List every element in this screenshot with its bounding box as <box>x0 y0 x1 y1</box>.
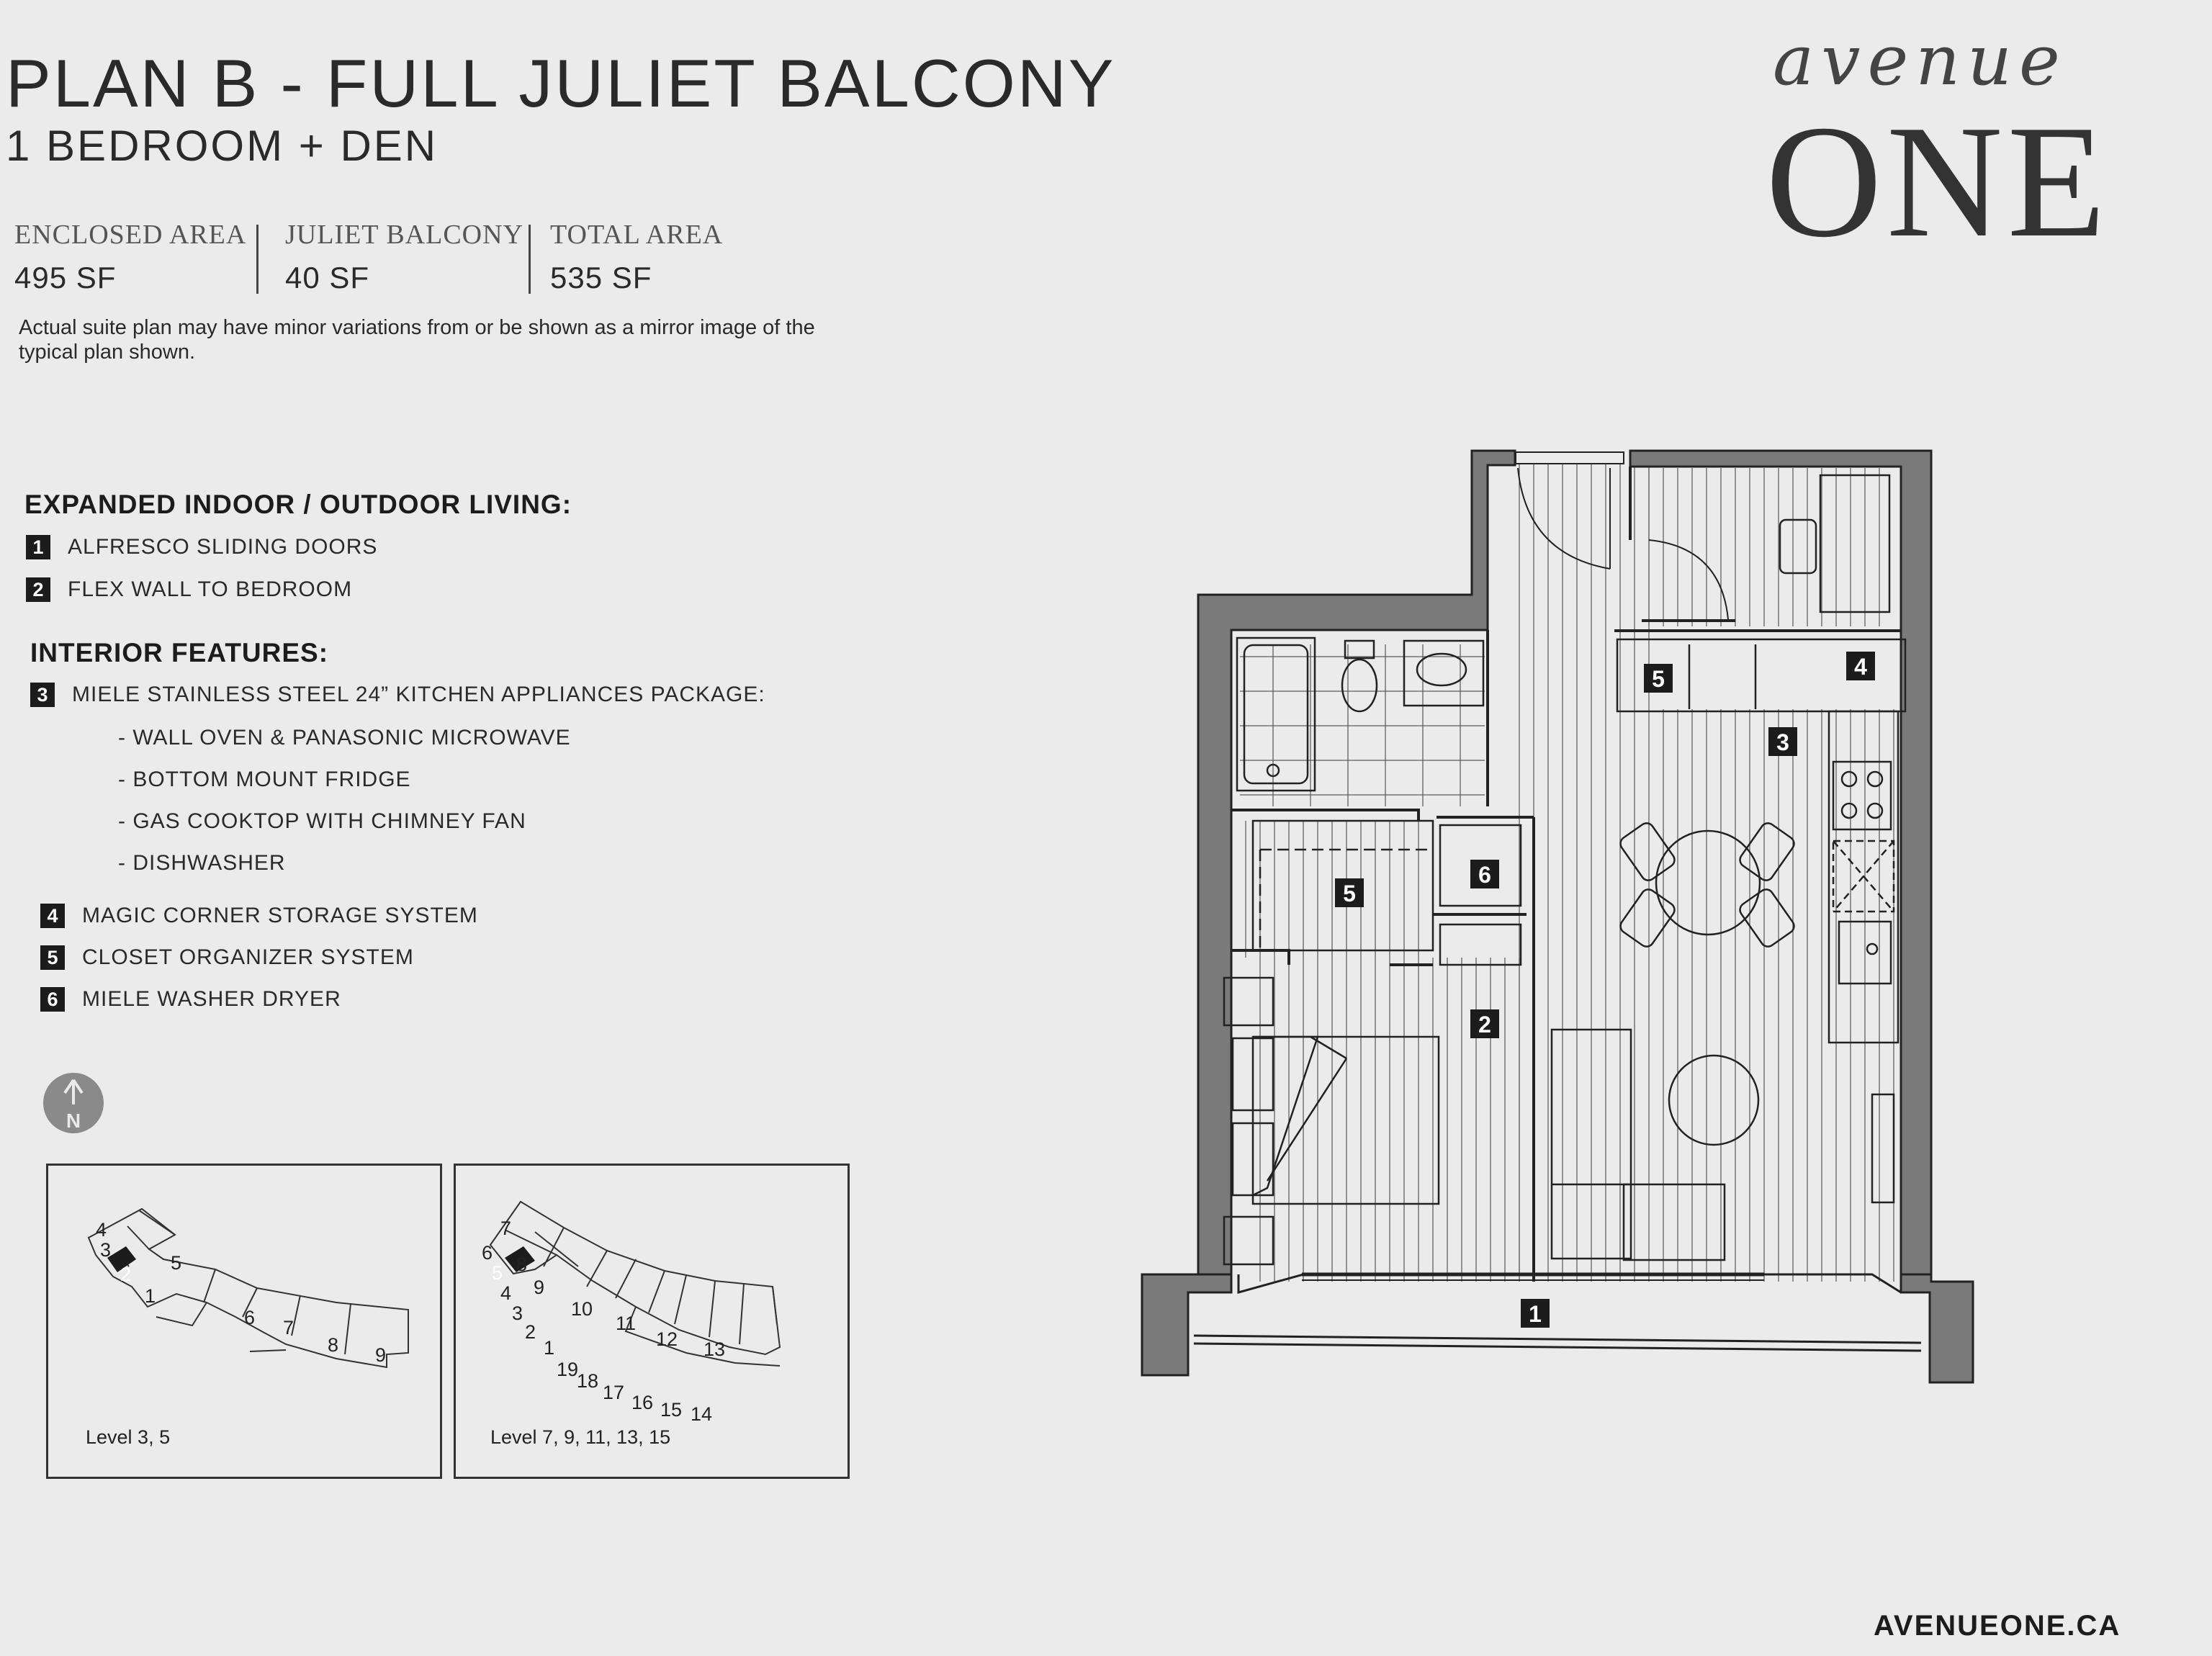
keyplan-label: Level 7, 9, 11, 13, 15 <box>490 1426 671 1448</box>
unit-number: 3 <box>512 1302 523 1324</box>
feature-item <box>26 577 352 602</box>
appliance-item: - DISHWASHER <box>118 851 286 875</box>
unit-number: 4 <box>500 1282 512 1304</box>
stat-divider <box>529 225 531 294</box>
feature-number: 2 <box>26 577 50 602</box>
plan-disclaimer: Actual suite plan may have minor variations from or be shown as a mirror image of the typical plan shown. <box>19 316 815 364</box>
feature-item <box>40 987 341 1012</box>
unit-number: 6 <box>482 1242 493 1264</box>
unit-number: 19 <box>557 1359 579 1380</box>
keyplan-label: Level 3, 5 <box>86 1426 171 1448</box>
feature-item <box>26 535 377 559</box>
unit-number-highlighted: 5 <box>492 1262 503 1284</box>
keyplan-level-7-15 <box>454 1164 850 1479</box>
appliance-item: - GAS COOKTOP WITH CHIMNEY FAN <box>118 809 526 833</box>
unit-number: 9 <box>534 1277 545 1298</box>
interior-heading: INTERIOR FEATURES: <box>30 638 329 667</box>
unit-number: 5 <box>171 1252 182 1274</box>
appliance-item: - BOTTOM MOUNT FRIDGE <box>118 768 411 791</box>
feature-item <box>40 904 478 928</box>
floorplan-tag: 3 <box>1776 729 1789 755</box>
feature-number: 4 <box>40 904 65 928</box>
feature-label: MAGIC CORNER STORAGE SYSTEM <box>82 904 478 927</box>
unit-number: 17 <box>603 1382 625 1403</box>
feature-label: MIELE WASHER DRYER <box>82 987 341 1011</box>
unit-number: 3 <box>100 1239 112 1261</box>
unit-number: 13 <box>703 1338 726 1360</box>
north-arrow-icon <box>42 1071 105 1135</box>
unit-number: 16 <box>631 1392 654 1413</box>
appliance-item: - WALL OVEN & PANASONIC MICROWAVE <box>118 726 571 750</box>
compass-letter: N <box>66 1110 81 1132</box>
feature-label: CLOSET ORGANIZER SYSTEM <box>82 945 414 969</box>
unit-number: 7 <box>283 1317 295 1338</box>
juliet-balcony-value: 40 SF <box>285 261 370 294</box>
floorplan-tag: 2 <box>1478 1012 1491 1038</box>
unit-number: 1 <box>145 1285 156 1307</box>
website-url: AVENUEONE.CA <box>1874 1610 2121 1642</box>
enclosed-area-label: ENCLOSED AREA <box>14 220 247 250</box>
feature-number: 5 <box>40 945 65 970</box>
plan-subtitle: 1 BEDROOM + DEN <box>6 122 439 170</box>
unit-number: 9 <box>375 1344 387 1366</box>
floorplan-tag: 1 <box>1529 1301 1542 1327</box>
enclosed-area-value: 495 SF <box>14 261 117 294</box>
logo-word: ONE <box>1766 92 2110 271</box>
plan-title: PLAN B - FULL JULIET BALCONY <box>6 45 1116 121</box>
feature-label: MIELE STAINLESS STEEL 24” KITCHEN APPLIANCES PACKAGE: <box>72 683 765 706</box>
floorplan-tag: 4 <box>1854 654 1867 680</box>
feature-label: ALFRESCO SLIDING DOORS <box>68 535 378 559</box>
floor-plan <box>1123 425 2002 1426</box>
unit-number: 10 <box>571 1298 593 1320</box>
unit-number: 2 <box>525 1321 536 1343</box>
unit-number: 12 <box>656 1328 678 1350</box>
unit-number: 8 <box>516 1254 528 1275</box>
unit-number: 7 <box>500 1218 512 1239</box>
unit-number: 15 <box>660 1399 683 1421</box>
total-area-value: 535 SF <box>550 261 652 294</box>
logo-script-text: avenue <box>1773 20 2067 101</box>
keyplan-level-3-5 <box>46 1164 442 1479</box>
unit-number-highlighted: 2 <box>120 1264 132 1285</box>
feature-item <box>40 945 414 970</box>
unit-number: 8 <box>328 1334 339 1356</box>
feature-item <box>30 683 765 707</box>
juliet-balcony-label: JULIET BALCONY <box>285 220 524 250</box>
unit-number: 18 <box>577 1370 599 1392</box>
unit-number: 6 <box>244 1307 256 1328</box>
floorplan-tag: 5 <box>1343 881 1356 906</box>
floorplan-tag: 5 <box>1652 666 1665 692</box>
outdoor-heading: EXPANDED INDOOR / OUTDOOR LIVING: <box>24 490 572 519</box>
feature-label: FLEX WALL TO BEDROOM <box>68 577 353 601</box>
unit-number: 1 <box>544 1337 555 1359</box>
floorplan-tag: 6 <box>1478 862 1491 888</box>
feature-number: 1 <box>26 535 50 559</box>
unit-number: 14 <box>691 1403 713 1425</box>
total-area-label: TOTAL AREA <box>550 220 724 250</box>
stat-divider <box>256 225 258 294</box>
feature-number: 6 <box>40 987 65 1012</box>
feature-number: 3 <box>30 683 55 707</box>
unit-number: 11 <box>616 1313 637 1334</box>
unit-number: 4 <box>96 1219 107 1241</box>
